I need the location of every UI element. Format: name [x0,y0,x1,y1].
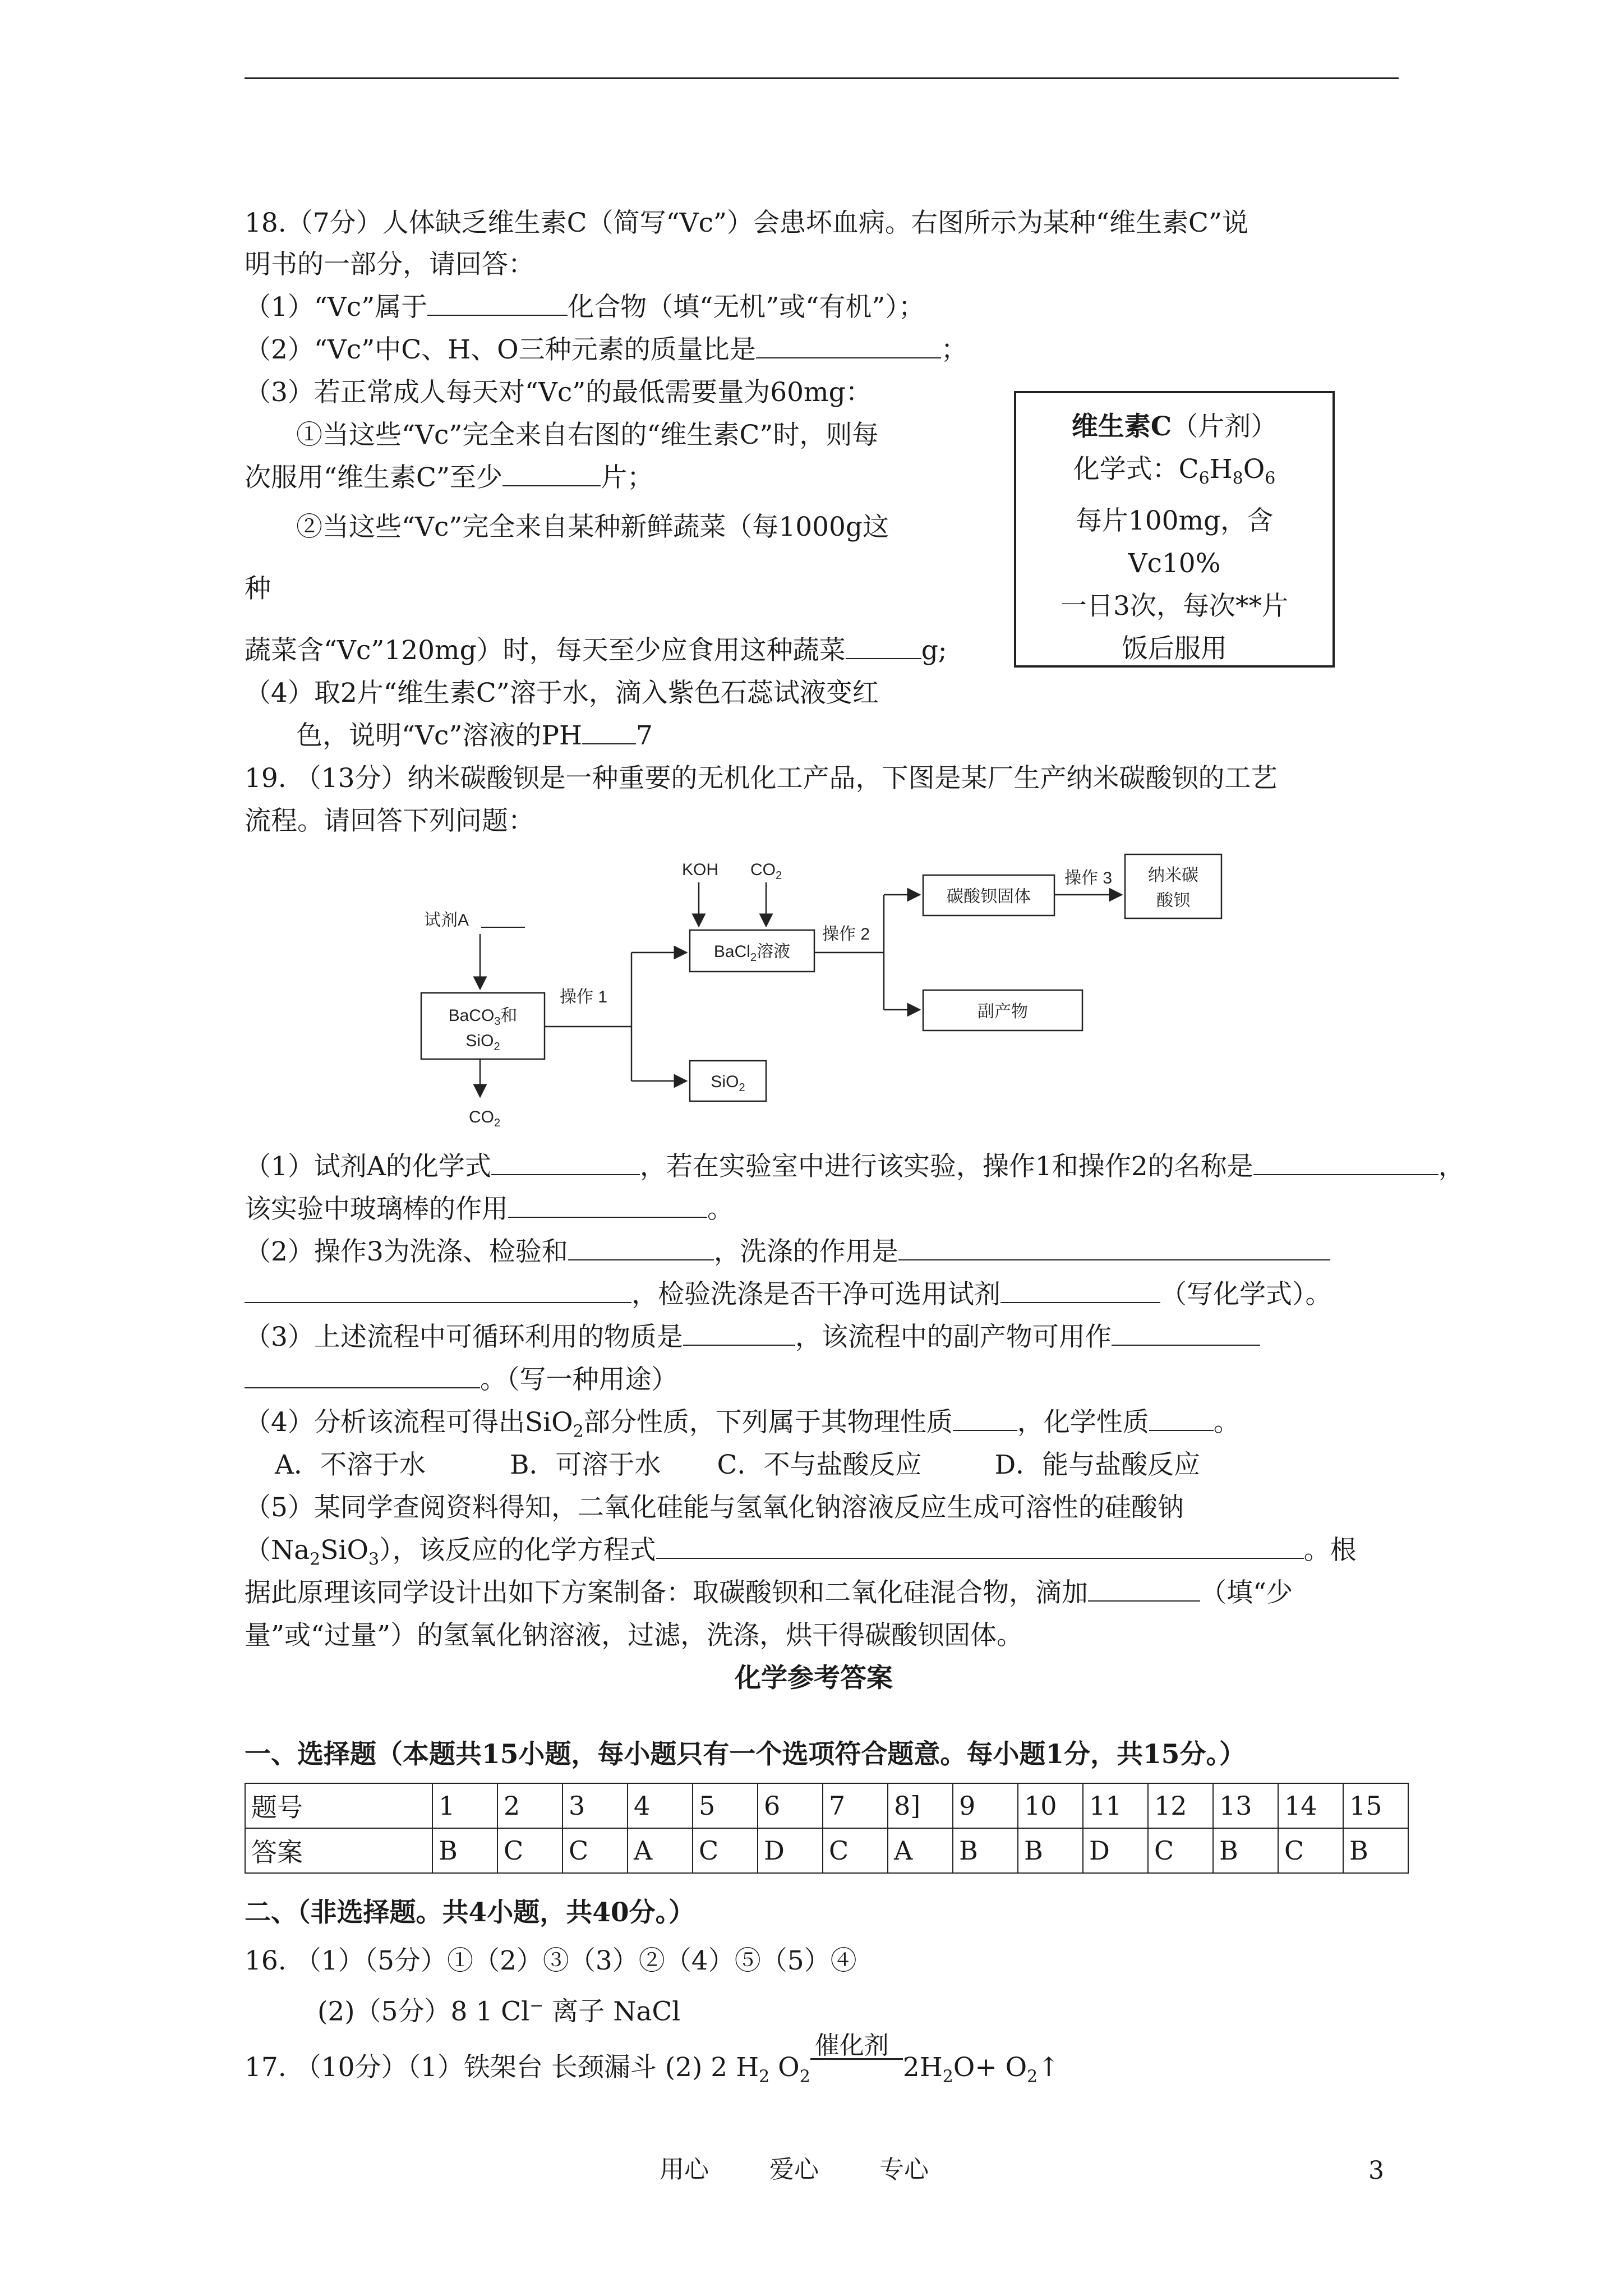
q19-p5-b2: SiO [320,1535,369,1566]
q19-p5-b1-sub: 2 [310,1549,321,1570]
vitamin-c-label-box [1014,391,1335,668]
table-cell: 5 [693,1783,758,1828]
table-cell: 15 [1343,1783,1408,1828]
footer-item-1: 用心 [660,2155,709,2184]
answers-table-row-answers [245,1828,1408,1873]
q18-line2: 明书的一部分，请回答： [245,249,534,280]
q19-p5-blank1 [656,1534,1304,1559]
table-cell: 3 [562,1783,628,1828]
table-cell: C [693,1828,758,1873]
table-cell: B [1343,1828,1408,1873]
co2-top-formula: CO [750,861,776,879]
q18-part3a-line2 [245,461,653,495]
q18-part3a-pre: 次服用“维生素C”至少 [245,462,503,493]
table-header-number: 题号 [245,1783,432,1828]
table-cell: 14 [1278,1783,1343,1828]
q19-p2-a: （2）操作3为洗涤、检验和 [245,1236,568,1267]
q19-p4-a: （4）分析该流程可得出SiO [245,1407,573,1438]
q19-p4-d: 。 [1213,1407,1240,1438]
vc-box-line5: 一日3次，每次**片 [1061,591,1288,622]
q18-part3b-line3 [245,634,947,668]
box-nano-line2: 酸钡 [1156,891,1190,910]
q19-p5-blank2 [1088,1577,1200,1602]
bacl2-sub: 2 [750,951,757,964]
q19-p5-b4: 。根 [1303,1535,1357,1566]
reagent-a-label: 试剂A [424,911,469,930]
co2-top-sub: 2 [776,869,782,882]
q18-part2-post: ； [940,334,967,365]
table-cell: B [953,1828,1018,1873]
bacl2-solution: 溶液 [757,942,791,961]
q19-p1-e: 。 [707,1194,734,1225]
sio2-formula: SiO [465,1032,494,1050]
answer-16-line1: 16. （1）（5分）①（2）③（3）②（4）⑤（5）④ [245,1945,857,1976]
co2-top-label [750,861,782,882]
vc-formula-h: H [1209,454,1233,485]
table-cell: C [823,1828,888,1873]
vc-formula-label: 化学式：C [1073,454,1199,485]
a17-sub1: 2 [759,2067,770,2087]
q19-part2-line1 [245,1235,1330,1269]
op2-label: 操作 2 [822,925,870,944]
q19-p4-sub: 2 [573,1421,584,1442]
q19-p1-d: 该实验中玻璃棒的作用 [245,1194,508,1225]
q19-part5-line4: 量”或“过量”）的氢氧化钠溶液，过滤，洗涤，烘干得碳酸钡固体。 [245,1620,1023,1651]
q19-part5-line1: （5）某同学查阅资料得知，二氧化硅能与氢氧化钠溶液反应生成可溶性的硅酸钠 [245,1492,1184,1523]
box-bacl2 [690,930,814,972]
q19-part5-line2 [245,1534,1357,1576]
q18-part3a-line1: ①当这些“Vc”完全来自右图的“维生素C”时，则每 [296,420,879,450]
q19-p5-b3: ），该反应的化学方程式 [379,1535,656,1566]
a17-d: O+ O [953,2052,1027,2083]
q18-part1-pre: （1）“Vc”属于 [245,292,428,323]
baco3-formula: BaCO [448,1006,495,1025]
q19-p3-blank3 [245,1364,480,1388]
q19-p4-blank2 [1149,1406,1214,1431]
q18-part3: （3）若正常成人每天对“Vc”的最低需要量为60mg： [245,377,872,408]
q19-part4 [245,1406,1240,1448]
q19-p1-blank3 [508,1193,707,1218]
a16-2-sup: − [529,1996,544,2016]
q19-p2-blank1 [568,1236,714,1260]
answer-16-line2 [317,1989,680,2029]
q19-part1-line1 [245,1150,1465,1184]
table-cell: C [1148,1828,1213,1873]
vc-box-line4: Vc10% [1128,548,1221,579]
q18-part3b-post: g; [921,635,947,666]
q18-part3a-blank [502,462,601,486]
box-sio2-label [711,1073,745,1094]
q18-part4-line1: （4）取2片“维生素C”溶于水，滴入紫色石蕊试液变红 [245,678,879,708]
catalyst-line [810,2058,903,2060]
co2-bottom-formula: CO [469,1108,494,1126]
header-rule [245,77,1399,79]
q19-p1-b: ，若在实验室中进行该实验，操作1和操作2的名称是 [639,1151,1253,1182]
baco3-and: 和 [500,1006,518,1025]
flow-diagram-svg [413,850,1237,1142]
q19-options [275,1448,1200,1482]
q18-part4-pre: 色，说明“Vc”溶液的PH [296,720,582,751]
q19-p2-b: ，洗涤的作用是 [713,1236,898,1267]
a17-sub3: 2 [942,2067,953,2087]
table-cell: C [1278,1828,1343,1873]
answer-17-line [245,2031,1060,2093]
q18-part3b-line2: 种 [245,573,271,604]
q19-option-c: C．不与盐酸反应 [717,1450,922,1480]
q19-p4-b: 部分性质，下列属于其物理性质 [583,1407,953,1438]
q18-part1-blank [427,291,568,316]
bacl2-formula: BaCl [713,942,750,961]
a16-2b: 离子 NaCl [543,1996,681,2027]
q19-p4-blank1 [953,1406,1017,1431]
vc-formula-sub2: 8 [1232,468,1243,489]
op1-label: 操作 1 [560,988,608,1006]
q18-part1-post: 化合物（填“无机”或“有机”）； [568,292,925,323]
gas-arrow-icon: ↑ [1038,2052,1060,2083]
process-flow-diagram [413,850,1237,1142]
table-cell: 12 [1148,1783,1213,1828]
table-cell: B [432,1828,497,1873]
q19-part3-line1 [245,1320,1260,1354]
q18-part2-pre: （2）“Vc”中C、H、O三种元素的质量比是 [245,334,756,365]
table-cell: 7 [823,1783,888,1828]
vc-box-title [1016,406,1332,448]
box-baco3-line1 [449,1006,518,1028]
page-number: 3 [1368,2156,1384,2185]
a17-b: O [769,2052,800,2083]
q18-part3b-blank [846,634,921,659]
table-cell: 2 [497,1783,562,1828]
q19-option-b: B．可溶于水 [509,1450,661,1480]
q19-part2-line2 [245,1278,1332,1312]
a17-a: 17. （10分）（1）铁架台 长颈漏斗 (2) 2 H [245,2052,759,2083]
q18-part2-blank [756,334,941,358]
answers-title: 化学参考答案 [735,1663,893,1694]
table-cell: 8] [888,1783,953,1828]
table-cell: A [888,1828,953,1873]
q19-p2-d: （写化学式）。 [1160,1279,1332,1310]
co2-bottom-label [469,1108,500,1129]
q18-part3b-pre: 蔬菜含“Vc”120mg）时，每天至少应食用这种蔬菜 [245,635,846,666]
q18-part4-line2 [296,719,653,753]
q19-option-a: A．不溶于水 [275,1450,426,1480]
vc-box-title-rest: （片剂） [1172,411,1278,442]
catalyst-label: 催化剂 [814,2031,889,2060]
table-cell: 1 [432,1783,497,1828]
q19-p5-c: 据此原理该同学设计出如下方案制备：取碳酸钡和二氧化硅混合物，滴加 [245,1577,1088,1608]
q19-line2: 流程。请回答下列问题： [245,806,534,836]
box-sio2-formula: SiO [711,1073,739,1091]
q19-p5-b2-sub: 3 [368,1549,380,1570]
q19-part5-line3 [245,1576,1293,1610]
q19-p3-a: （3）上述流程中可循环利用的物质是 [245,1322,683,1352]
q19-part1-line2 [245,1193,734,1226]
q19-p1-a: （1）试剂A的化学式 [245,1151,491,1182]
table-cell: 10 [1018,1783,1083,1828]
vc-formula-o: O [1243,454,1265,485]
q18-part1 [245,291,925,324]
q19-line1: 19. （13分）纳米碳酸钡是一种重要的无机化工产品，下图是某厂生产纳米碳酸钡的工艺 [245,763,1278,794]
footer-item-2: 爱心 [769,2155,819,2184]
answers-table-row-numbers [245,1783,1408,1828]
vc-box-formula [1016,448,1332,500]
a17-c: 2H [902,2052,943,2083]
box-solid-label: 碳酸钡固体 [947,887,1031,906]
q18-part3b-line1: ②当这些“Vc”完全来自某种新鲜蔬菜（每1000g这 [296,512,889,542]
box-nano-line1: 纳米碳 [1148,866,1198,885]
q19-p3-blank2 [1112,1321,1260,1346]
q19-p3-c: 。（写一种用途） [480,1364,678,1395]
table-cell: 13 [1213,1783,1278,1828]
vc-box-line3: 每片100mg，含 [1075,505,1274,537]
q19-p2-blank4 [1000,1278,1160,1303]
q19-p2-blank2 [898,1236,1330,1260]
answers-table [245,1783,1409,1874]
q19-p1-blank1 [491,1151,640,1175]
koh-label: KOH [682,861,719,879]
q18-part3a-post: 片； [601,462,654,493]
table-cell: D [758,1828,823,1873]
a17-sub4: 2 [1027,2067,1038,2087]
q18-part2 [245,333,967,367]
table-cell: B [1018,1828,1083,1873]
box-bacl2-label [714,942,790,964]
sio2-sub: 2 [494,1041,500,1053]
q19-p2-blank3 [245,1278,631,1303]
a16-2a: (2)（5分）8 1 Cl [317,1996,530,2027]
vc-formula-sub3: 6 [1265,468,1276,489]
co2-bottom-sub: 2 [494,1117,501,1129]
box-baco3-line2 [465,1032,500,1053]
catalyst-condition [810,2031,903,2076]
q19-part3-line2 [245,1363,678,1397]
table-cell: D [1083,1828,1148,1873]
table-cell: C [562,1828,628,1873]
q19-p3-b: ，该流程中的副产物可用作 [795,1322,1112,1352]
vc-box-title-bold: 维生素C [1071,411,1172,442]
table-cell: C [497,1828,562,1873]
table-cell: 4 [628,1783,693,1828]
answers-section2: 二、（非选择题。共4小题，共40分。） [245,1897,695,1928]
table-cell: 6 [758,1783,823,1828]
table-header-answer: 答案 [245,1828,432,1873]
q18-line1: 18.（7分）人体缺乏维生素C（简写“Vc”）会患坏血病。右图所示为某种“维生素C”说 [245,208,1248,238]
baco3-sub: 3 [494,1015,501,1028]
table-cell: 9 [953,1783,1018,1828]
q19-option-d: D．能与盐酸反应 [994,1450,1201,1480]
q19-p1-c: ， [1438,1151,1465,1182]
answers-section1: 一、选择题（本题共15小题，每小题只有一个选项符合题意。每小题1分，共15分。） [245,1739,1246,1770]
q19-p5-c2: （填“少 [1200,1577,1293,1608]
q19-p1-blank2 [1253,1151,1438,1175]
q19-p3-blank1 [683,1321,795,1346]
q19-p4-c: ，化学性质 [1017,1407,1149,1438]
q19-p2-c: ，检验洗涤是否干净可选用试剂 [631,1279,1000,1310]
footer-item-3: 专心 [879,2155,929,2184]
a17-sub2: 2 [799,2067,810,2087]
box-byproduct-label: 副产物 [978,1002,1028,1021]
table-cell: A [628,1828,693,1873]
box-sio2-sub: 2 [739,1082,745,1094]
vc-box-line6: 饭后服用 [1122,633,1227,665]
table-cell: B [1213,1828,1278,1873]
q18-part4-post: 7 [635,720,653,751]
op3-label: 操作 3 [1064,869,1113,887]
q18-part4-blank [582,720,636,744]
vc-formula-sub1: 6 [1198,468,1210,489]
table-cell: 11 [1083,1783,1148,1828]
q19-p5-b1: （Na [245,1535,310,1566]
